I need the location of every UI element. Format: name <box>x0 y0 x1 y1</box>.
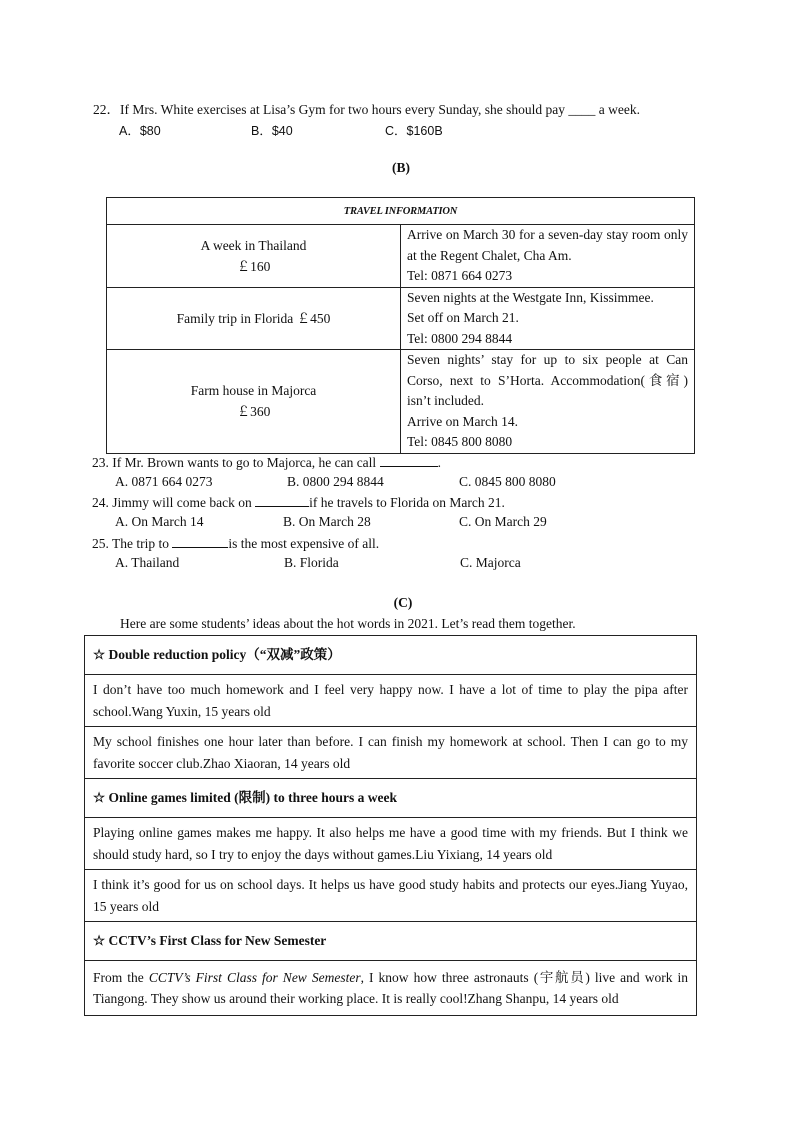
trip-detail-line: Arrive on March 14. <box>407 413 518 429</box>
table-row <box>85 727 697 779</box>
student-idea: I don’t have too much homework and I feel very happy now. I have a lot of time to play the pipa after school.Wang Yuxin, 15 years old <box>85 675 697 727</box>
q25-option-b: B. Florida <box>284 555 339 570</box>
trip-detail-line: Tel: 0871 664 0273 <box>407 268 513 283</box>
idea-text-start: From the <box>93 969 149 985</box>
q22-option-c: C．$160B <box>385 124 443 138</box>
table-row <box>85 870 697 922</box>
trip-detail-line: Tel: 0800 294 8844 <box>407 330 513 346</box>
trip-name: Farm house in Majorca <box>190 383 317 399</box>
q23-option-b: B. 0800 294 8844 <box>287 474 384 489</box>
trip-name-cell <box>107 350 401 454</box>
q23-stem-end: . <box>437 455 441 470</box>
trip-name: Family trip in Florida ￡450 <box>176 310 331 326</box>
trip-name-cell <box>107 287 401 350</box>
topic-title: ☆ Double reduction policy（“双减”政策） <box>85 636 697 675</box>
q25-option-c: C. Majorca <box>460 555 521 570</box>
table-row <box>107 287 695 350</box>
trip-details-cell <box>401 287 695 350</box>
trip-detail-line: Seven nights at the Westgate Inn, Kissimmee. <box>407 289 654 305</box>
q22-option-b: B．$40 <box>251 124 293 138</box>
q24-option-a: A. On March 14 <box>115 514 204 529</box>
table-row <box>85 922 697 961</box>
trip-price: ￡160 <box>236 258 271 274</box>
program-title: CCTV’s First Class for New Semester <box>148 969 361 985</box>
table-row <box>85 636 697 675</box>
table-row <box>85 961 697 1016</box>
q23-option-a: A. 0871 664 0273 <box>115 474 213 489</box>
table-row <box>85 675 697 727</box>
q24-stem-start: 24. Jimmy will come back on <box>92 495 256 510</box>
travel-info-table <box>106 197 695 454</box>
section-c-heading: (C) <box>393 595 413 610</box>
trip-details-cell <box>401 225 695 288</box>
topic-title: ☆ CCTV’s First Class for New Semester <box>85 922 697 961</box>
answer-blank <box>255 494 309 507</box>
table-row <box>107 225 695 288</box>
trip-name-cell <box>107 225 401 288</box>
q24-option-b: B. On March 28 <box>283 514 371 529</box>
section-c-intro: Here are some students’ ideas about the hot words in 2021. Let’s read them together. <box>120 616 576 631</box>
q23-stem-start: 23. If Mr. Brown wants to go to Majorca, he can call <box>92 455 380 470</box>
student-idea <box>85 961 697 1016</box>
q22-stem: 22．If Mrs. White exercises at Lisa’s Gym for two hours every Sunday, she should pay ____ a week. <box>93 102 641 117</box>
answer-blank <box>172 535 228 548</box>
trip-detail-line: Tel: 0845 800 8080 <box>407 434 513 449</box>
q24-stem <box>92 494 505 511</box>
student-idea: My school finishes one hour later than before. I can finish my homework at school. Then I can go to my favorite soccer club.Zhao Xiaoran, 14 years old <box>85 727 697 779</box>
q25-stem-start: 25. The trip to <box>92 536 173 551</box>
student-idea: I think it’s good for us on school days. It helps us have good study habits and protects our eyes.Jiang Yuyao, 15 years old <box>85 870 697 922</box>
trip-detail-line: Set off on March 21. <box>407 310 519 325</box>
trip-name: A week in Thailand <box>200 237 307 253</box>
q25-option-a: A. Thailand <box>115 555 180 570</box>
idea-text-end: , I know how three astronauts (宇航员) live and work in Tiangong. They show us around their working place. It is really cool!Zhang Shanpu, 14 years old <box>93 969 689 1006</box>
q24-option-c: C. On March 29 <box>459 514 547 529</box>
travel-table-title: TRAVEL INFORMATION <box>107 198 695 225</box>
topic-title: ☆ Online games limited (限制) to three hours a week <box>85 779 697 818</box>
trip-detail-line: Seven nights’ stay for up to six people at Can Corso, next to S’Horta. Accommodation(食宿) isn’t included. <box>407 352 688 408</box>
trip-details-cell <box>401 350 695 454</box>
q22-option-a: A．$80 <box>119 124 161 138</box>
section-b-heading: (B) <box>392 160 410 175</box>
q23-option-c: C. 0845 800 8080 <box>459 474 556 489</box>
q25-stem-end: is the most expensive of all. <box>228 536 380 551</box>
table-row <box>85 818 697 870</box>
q23-stem <box>92 454 441 471</box>
answer-blank <box>380 454 438 467</box>
trip-price: ￡360 <box>236 404 271 420</box>
q25-stem <box>92 535 379 552</box>
table-row <box>85 779 697 818</box>
trip-detail-line: Arrive on March 30 for a seven-day stay room only at the Regent Chalet, Cha Am. <box>407 227 688 263</box>
table-row <box>107 350 695 454</box>
q24-stem-end: if he travels to Florida on March 21. <box>309 495 505 510</box>
hot-words-table <box>84 635 697 1016</box>
student-idea: Playing online games makes me happy. It also helps me have a good time with my friends. But I think we should study hard, so I try to enjoy the days without games.Liu Yixiang, 14 years old <box>85 818 697 870</box>
